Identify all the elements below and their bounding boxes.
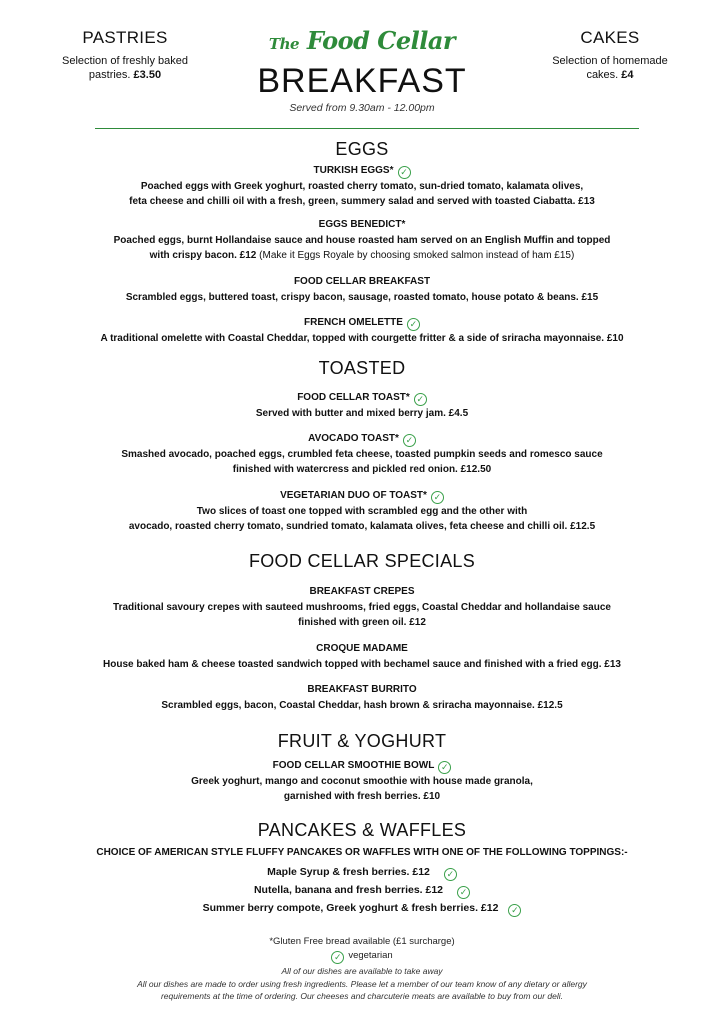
item-desc-avocado-toast: Smashed avocado, poached eggs, crumbled feta cheese, toasted pumpkin seeds and romesco sauce finished with watercress and pickled red onion. £12.50: [121, 449, 603, 475]
page-title: BREAKFAST: [257, 62, 467, 100]
item-desc-food-cellar-breakfast: Scrambled eggs, buttered toast, crispy bacon, sausage, roasted tomato, house potato & beans. £15: [125, 292, 599, 303]
vegetarian-icon: ✓: [414, 393, 427, 406]
pastries-block: [40, 28, 210, 82]
item-title-eggs-benedict: EGGS BENEDICT*: [318, 219, 406, 230]
gluten-note: *Gluten Free bread available (£1 surcharge): [269, 936, 455, 947]
takeaway-note: All of our dishes are available to take away: [281, 966, 443, 976]
topping-item: Nutella, banana and fresh berries. £12 ✓: [0, 884, 724, 899]
vegetarian-icon: ✓: [331, 951, 344, 964]
section-fruit-title: FRUIT & YOGHURT: [277, 731, 447, 751]
item-desc-eggs-benedict: Poached eggs, burnt Hollandaise sauce and house roasted ham served on an English Muffin and topped with crispy bacon. £12 (Make it Eggs Royale by choosing smoked salmon instead of ham £15): [113, 235, 611, 261]
veg-legend: ✓ vegetarian: [0, 950, 724, 964]
cakes-block: [530, 28, 690, 82]
vegetarian-icon: ✓: [403, 434, 416, 447]
item-title-smoothie-bowl: FOOD CELLAR SMOOTHIE BOWL ✓: [0, 760, 724, 774]
vegetarian-icon: ✓: [407, 318, 420, 331]
vegetarian-icon: ✓: [398, 166, 411, 179]
item-title-turkish-eggs: TURKISH EGGS* ✓: [0, 165, 724, 179]
item-title-breakfast-crepes: BREAKFAST CREPES: [309, 586, 415, 597]
section-specials-title: FOOD CELLAR SPECIALS: [248, 551, 476, 571]
item-desc-french-omelette: A traditional omelette with Coastal Cheddar, topped with courgette fritter & a side of sriracha mayonnaise. £10: [100, 333, 624, 344]
item-desc-breakfast-burrito: Scrambled eggs, bacon, Coastal Cheddar, hash brown & sriracha mayonnaise. £12.5: [161, 700, 563, 711]
cakes-desc: Selection of homemade cakes. £4: [552, 55, 668, 81]
vegetarian-icon: ✓: [444, 868, 457, 881]
pancakes-subtitle: CHOICE OF AMERICAN STYLE FLUFFY PANCAKES OR WAFFLES WITH ONE OF THE FOLLOWING TOPPINGS:-: [96, 847, 628, 858]
item-desc-breakfast-crepes: Traditional savoury crepes with sauteed mushrooms, fried eggs, Coastal Cheddar and hollandaise sauce finished with green oil. £12: [113, 602, 611, 628]
item-desc-food-cellar-toast: Served with butter and mixed berry jam. £4.5: [255, 408, 469, 419]
item-desc-turkish-eggs: Poached eggs with Greek yoghurt, roasted cherry tomato, sun-dried tomato, kalamata olives, feta cheese and chilli oil with a fresh, green, summery salad and served with toasted Ciabatta. £13: [129, 181, 595, 207]
topping-item: Summer berry compote, Greek yoghurt & fresh berries. £12 ✓: [0, 902, 724, 917]
item-title-food-cellar-breakfast: FOOD CELLAR BREAKFAST: [293, 276, 431, 287]
header-divider: [95, 128, 639, 129]
topping-item: Maple Syrup & fresh berries. £12 ✓: [0, 866, 724, 881]
cakes-title: CAKES: [580, 28, 640, 47]
vegetarian-icon: ✓: [431, 491, 444, 504]
section-toasted-title: TOASTED: [318, 358, 406, 378]
item-desc-croque-madame: House baked ham & cheese toasted sandwich topped with bechamel sauce and finished with a fried egg. £13: [103, 659, 621, 670]
served-time: Served from 9.30am - 12.00pm: [289, 102, 435, 114]
section-eggs-title: EGGS: [335, 139, 389, 159]
item-title-food-cellar-toast: FOOD CELLAR TOAST* ✓: [0, 392, 724, 406]
item-title-french-omelette: FRENCH OMELETTE ✓: [0, 317, 724, 331]
logo: The Food Cellar: [268, 26, 456, 55]
pastries-title: PASTRIES: [82, 28, 168, 47]
item-title-breakfast-burrito: BREAKFAST BURRITO: [307, 684, 417, 695]
section-pancakes-title: PANCAKES & WAFFLES: [257, 820, 467, 840]
item-desc-vegetarian-duo: Two slices of toast one topped with scrambled egg and the other with avocado, roasted cherry tomato, sundried tomato, kalamata olives, feta cheese and chilli oil. £12.5: [128, 506, 596, 532]
item-title-croque-madame: CROQUE MADAME: [316, 643, 408, 654]
item-title-avocado-toast: AVOCADO TOAST* ✓: [0, 433, 724, 447]
vegetarian-icon: ✓: [508, 904, 521, 917]
vegetarian-icon: ✓: [457, 886, 470, 899]
vegetarian-icon: ✓: [438, 761, 451, 774]
allergy-note: All our dishes are made to order using fresh ingredients. Please let a member of our team know of any dietary or allergy requirements at the time of ordering. Our cheeses and charcuterie meats are available to buy from our deli.: [137, 979, 587, 1001]
item-desc-smoothie-bowl: Greek yoghurt, mango and coconut smoothie with house made granola, garnished with fresh berries. £10: [191, 776, 533, 802]
pastries-desc: Selection of freshly baked pastries. £3.50: [62, 55, 188, 81]
item-title-vegetarian-duo: VEGETARIAN DUO OF TOAST* ✓: [0, 490, 724, 504]
